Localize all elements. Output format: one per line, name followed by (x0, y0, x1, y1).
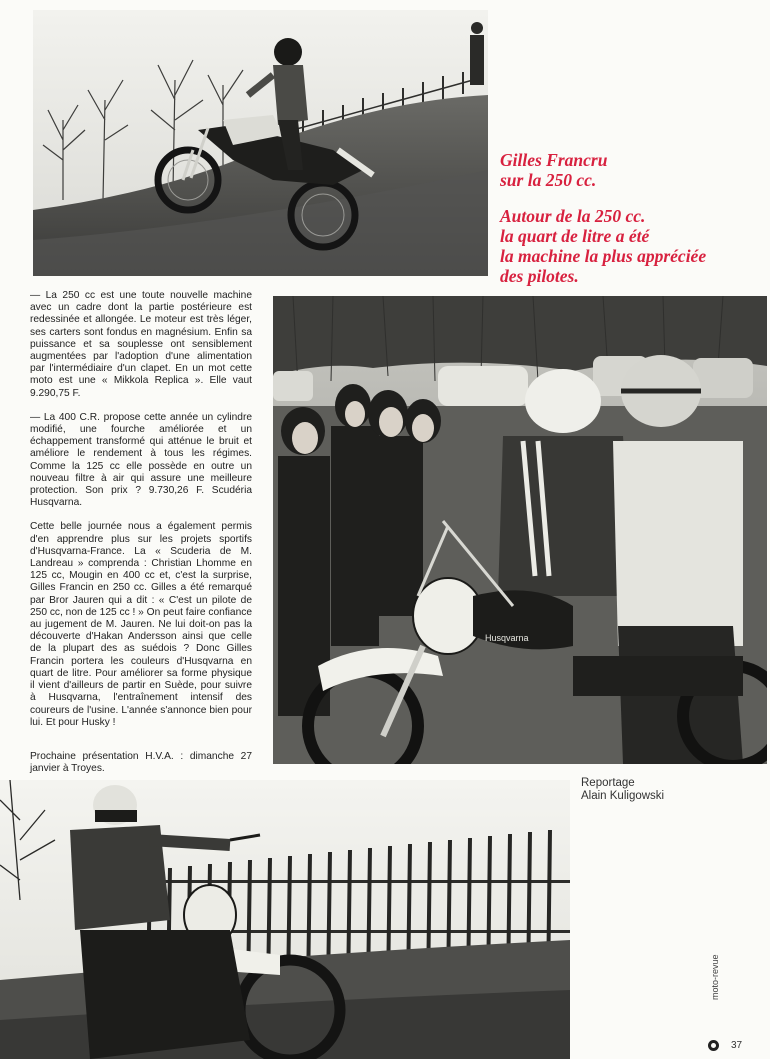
magazine-logo-icon (708, 1040, 719, 1051)
tank-brand-text: Husqvarna (485, 633, 529, 643)
caption-line: la machine la plus appréciée (500, 246, 707, 266)
paragraph-400cr: — La 400 C.R. propose cette année un cylindre modifié, une fourche améliorée et un échappement transformé qui atténue le bruit et améliore le rendement à tous les régimes. Comme la 125 cc elle possède en outre un nouveau filtre à air qui assure une meilleure protection. Son prix ? 9.730,26 F. Scudéria Husqvarna. (30, 411, 252, 509)
photo-rider-fence (0, 780, 570, 1059)
caption-line: Gilles Francru (500, 150, 608, 170)
caption-line: sur la 250 cc. (500, 170, 597, 190)
credit-label: Reportage (581, 777, 635, 789)
caption-line: Autour de la 250 cc. (500, 206, 646, 226)
article-body (30, 290, 252, 787)
caption-line: des pilotes. (500, 266, 579, 286)
photo-crowd-husqvarna (273, 296, 767, 764)
photo-credit (581, 777, 664, 803)
paragraph-next-event: Prochaine présentation H.V.A. : dimanche 27 janvier à Troyes. (30, 750, 252, 775)
photo-caption (500, 150, 760, 302)
caption-line: la quart de litre a été (500, 226, 650, 246)
magazine-name: moto-revue (710, 954, 720, 1000)
page-number: 37 (731, 1040, 743, 1051)
credit-author: Alain Kuligowski (581, 790, 665, 802)
photo-rider-hill-climb (33, 10, 488, 276)
paragraph-scuderia: Cette belle journée nous a également permis d'en apprendre plus sur les projets sportifs d'Husqvarna-France. La « Scuderia de M. Landreau » comprenda : Christian Lhomme en 125 cc, Mougin en 400 cc et, c'est la surprise, Gilles Francin en 250 cc. Gilles a été remarqué par Bror Jauren qui a dit : « C'est un pilote de 250 cc, non de 125 cc ! » On peut faire confiance au jugement de M. Jauren. Ne lui doit-on pas la découverte d'Hakan Andersson ainsi que celle de la plupart des as suédois ? Donc Gilles Francin portera les couleurs d'Husqvarna en quart de litre. Pour améliorer sa forme physique il vient d'ailleurs de partir en Suède, pour suivre à Husqvarna, l'entraînement intensif des coureurs de l'usine. L'année s'annonce bien pour lui. Et pour Husky ! (30, 521, 253, 728)
paragraph-250cc: — La 250 cc est une toute nouvelle machine avec un cadre dont la partie postérieure est redessinée et allongée. Le moteur est très léger, ses carters sont fondus en magnésium. Enfin sa puissance et sa souplesse ont sensiblement augmentées par l'adoption d'une alimentation par l'intermédiaire d'un clapet. En un mot cette moto est une « Mikkola Replica ». Elle vaut 9.290,75 F. (30, 290, 252, 399)
